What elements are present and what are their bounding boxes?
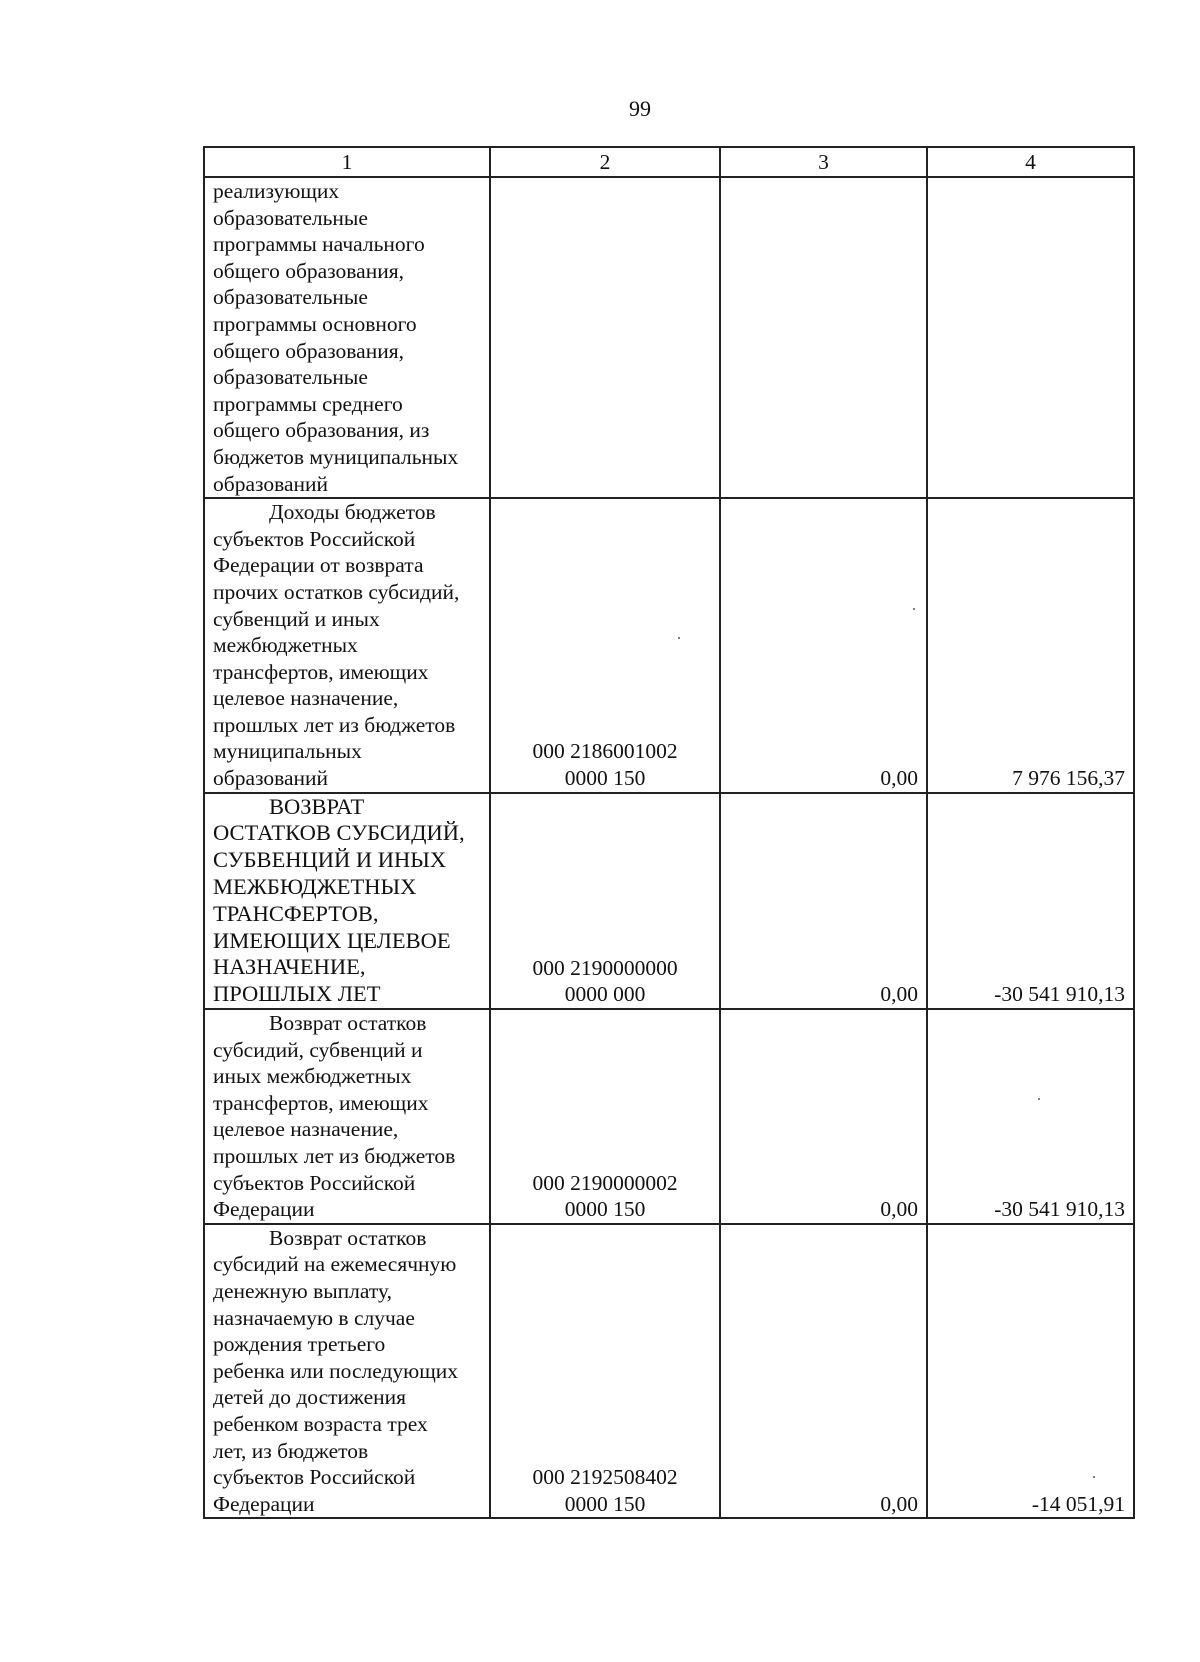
table-row [204,1009,1134,1224]
column-header-4: 4 [927,147,1134,177]
row-col3-cell [720,177,927,498]
column-header-1: 1 [204,147,490,177]
row-code-cell [490,177,720,498]
scan-speck [1093,1476,1095,1478]
column-header-3: 3 [720,147,927,177]
row-name-cell [204,1224,490,1519]
row-name-cell [204,793,490,1009]
row-name-first-line: Возврат остатков [269,1225,427,1250]
row-col4-cell [927,177,1134,498]
row-name-text: субсидий, субвенций и иных межбюджетных трансфертов, имеющих целевое назначение, прошлых лет из бюджетов субъектов Российской Федерации [213,1037,456,1222]
table-header-row [204,147,1134,177]
row-name-cell [204,1009,490,1224]
row-col3-cell: 0,00 [720,1009,927,1224]
row-code-cell: 000 2186001002 0000 150 [490,498,720,793]
column-header-2: 2 [490,147,720,177]
row-name-first-line: Доходы бюджетов [269,500,436,525]
row-name-text: реализующих образовательные программы начального общего образования, образовательные программы основного общего образования, образовательные программы среднего общего образования, из бюджетов муниципальных образований [213,179,459,496]
table-row [204,177,1134,498]
scan-speck [1038,1098,1040,1100]
row-col3-cell: 0,00 [720,793,927,1009]
row-name-text: ОСТАТКОВ СУБСИДИЙ, СУБВЕНЦИЙ И ИНЫХ МЕЖБЮДЖЕТНЫХ ТРАНСФЕРТОВ, ИМЕЮЩИХ ЦЕЛЕВОЕ НАЗНАЧЕНИЕ, ПРОШЛЫХ ЛЕТ [213,820,465,1007]
row-col4-cell: -30 541 910,13 [927,1009,1134,1224]
table-row [204,498,1134,793]
revenue-table [203,146,1135,1519]
row-name-first-line: ВОЗВРАТ [269,793,365,819]
row-code-cell: 000 2190000002 0000 150 [490,1009,720,1224]
row-name-text: субъектов Российской Федерации от возврата прочих остатков субсидий, субвенций и иных межбюджетных трансфертов, имеющих целевое назначение, прошлых лет из бюджетов муниципальных образований [213,526,460,791]
scan-speck [678,637,680,639]
row-name-first-line: Возврат остатков [269,1011,427,1036]
row-code-cell: 000 2190000000 0000 000 [490,793,720,1009]
page-number: 99 [629,96,651,121]
row-col4-cell: -30 541 910,13 [927,793,1134,1009]
row-col4-cell: -14 051,91 [927,1224,1134,1519]
row-col4-cell: 7 976 156,37 [927,498,1134,793]
table-row [204,793,1134,1009]
row-col3-cell: 0,00 [720,498,927,793]
row-name-cell [204,498,490,793]
row-code-cell: 000 2192508402 0000 150 [490,1224,720,1519]
row-name-text: субсидий на ежемесячную денежную выплату, назначаемую в случае рождения третьего ребенка или последующих детей до достижения ребенком возраста трех лет, из бюджетов субъектов Российской Федерации [213,1252,459,1516]
row-name-cell [204,177,490,498]
scan-speck [913,608,915,610]
table-row [204,1224,1134,1519]
row-col3-cell: 0,00 [720,1224,927,1519]
